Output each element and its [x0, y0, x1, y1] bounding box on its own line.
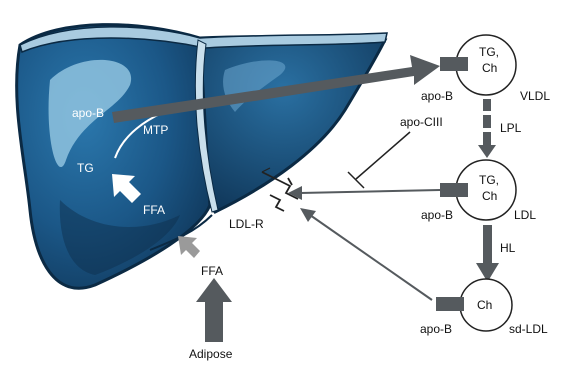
vldl-particle [421, 35, 550, 103]
ldl-to-receptor-arrow [288, 186, 440, 200]
ldl-r-label: LDL-R [229, 217, 264, 231]
vldl-apo-b-label: apo-B [421, 89, 454, 103]
ldl-core-label-1: TG, [479, 173, 499, 187]
lpl-label: LPL [500, 121, 522, 135]
liver-apo-b-label: apo-B [72, 106, 105, 120]
liver-tg-label: TG [77, 161, 94, 175]
vldl-apo-b-block [440, 57, 468, 71]
plasma-ffa-uptake-arrow [178, 236, 200, 258]
lpl-arrow [478, 99, 522, 158]
adipose-label: Adipose [189, 347, 233, 361]
ldl-apo-b-block [440, 183, 468, 197]
ldl-name-label: LDL [514, 208, 537, 222]
sd-ldl-core-label: Ch [477, 298, 493, 312]
liver-ffa-label: FFA [143, 203, 166, 217]
ldl-core-label-2: Ch [482, 189, 498, 203]
liver [17, 25, 387, 289]
sd-ldl-name-label: sd-LDL [509, 322, 548, 336]
adipose-ffa-arrow [196, 278, 232, 342]
sd-ldl-apo-b-block [436, 297, 464, 311]
sd-ldl-apo-b-label: apo-B [420, 322, 453, 336]
hl-label: HL [500, 241, 516, 255]
plasma-ffa-label: FFA [201, 264, 224, 278]
hl-arrow [476, 225, 516, 282]
mtp-label: MTP [143, 123, 169, 137]
vldl-core-label-1: TG, [479, 45, 499, 59]
vldl-name-label: VLDL [520, 89, 551, 103]
liver-right-lobe [200, 37, 385, 212]
sd-ldl-to-receptor-arrow [300, 208, 432, 300]
vldl-core-label-2: Ch [482, 61, 498, 75]
apo-ciii-inhibition [348, 115, 443, 188]
sd-ldl-particle [420, 279, 548, 336]
apo-ciii-label: apo-CIII [400, 115, 443, 129]
ldl-apo-b-label: apo-B [421, 208, 454, 222]
